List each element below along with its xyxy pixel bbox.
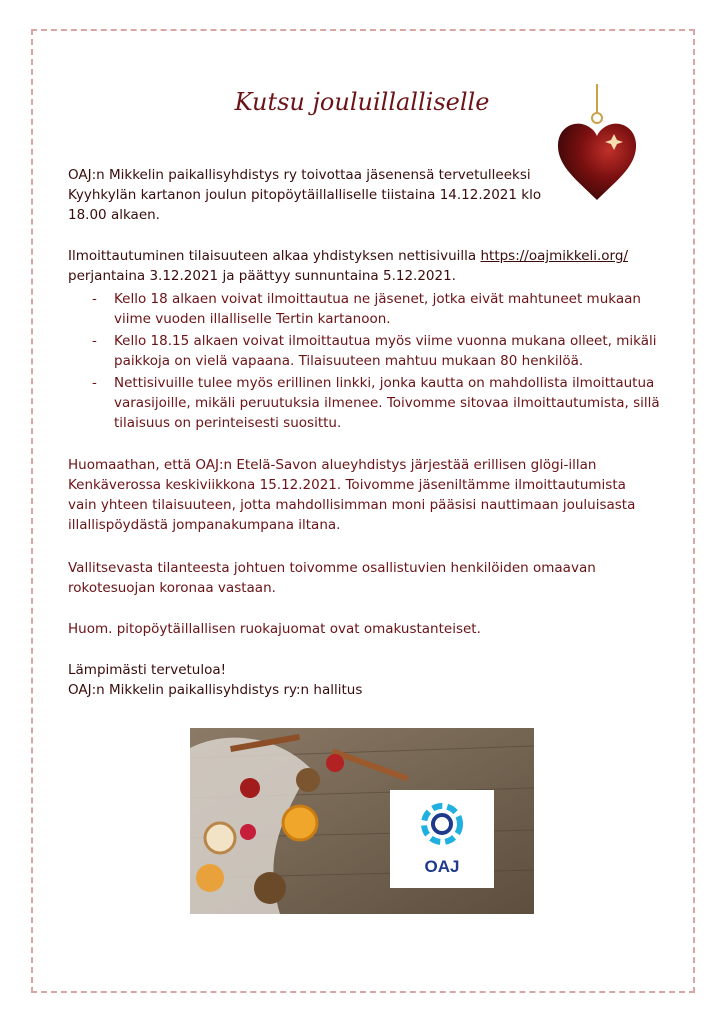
bullet-dash: - xyxy=(92,291,97,307)
drinks-note-paragraph: Huom. pitopöytäillallisen ruokajuomat ovat omakustanteiset. xyxy=(68,621,481,637)
vaccination-note-paragraph: Vallitsevasta tilanteesta johtuen toivomme osallistuvien henkilöiden omaavan rokotesuojan koronaa vastaan. xyxy=(68,560,596,596)
registration-text: Ilmoittautuminen tilaisuuteen alkaa yhdistyksen nettisivuilla xyxy=(68,248,481,264)
page-title: Kutsu jouluillalliselle xyxy=(234,88,490,116)
intro-paragraph: OAJ:n Mikkelin paikallisyhdistys ry toivottaa jäsenensä tervetulleeksi Kyyhkylän kartanon joulun pitopöytäillalliselle tiistaina 14.12.2021 klo 18.00 alkaen. xyxy=(68,167,542,223)
registration-paragraph xyxy=(68,246,658,286)
bullet-dash: - xyxy=(92,333,97,349)
bullet-dash: - xyxy=(92,375,97,391)
glogi-note-paragraph: Huomaathan, että OAJ:n Etelä-Savon alueyhdistys järjestää erillisen glögi-illan Kenkäverossa keskiviikkona 15.12.2021. Toivomme jäseniltämme ilmoittautumista vain yhteen tilaisuuteen, jotta mahdollisimman moni pääsisi nauttimaan jouluisasta illallispöydästä jompanakumpana iltana. xyxy=(68,457,636,533)
christmas-photo xyxy=(190,728,534,914)
heart-ornament-icon xyxy=(552,84,642,202)
list-item: - Kello 18.15 alkaen voivat ilmoittautua myös viime vuonna mukana olleet, mikäli paikkoja on vielä vapaana. Tilaisuuteen mahtuu mukaan 80 henkilöä. xyxy=(92,333,657,369)
closing-greeting: Lämpimästi tervetuloa! xyxy=(68,662,227,678)
oaj-logo-text: OAJ xyxy=(424,857,460,876)
closing-signature: OAJ:n Mikkelin paikallisyhdistys ry:n hallitus xyxy=(68,682,363,698)
list-item: - Kello 18 alkaen voivat ilmoittautua ne jäsenet, jotka eivät mahtuneet mukaan viime vuoden illalliselle Tertin kartanoon. xyxy=(92,291,641,327)
registration-dates: perjantaina 3.12.2021 ja päättyy sunnuntaina 5.12.2021. xyxy=(68,268,456,284)
registration-rules-list xyxy=(92,289,662,435)
list-item: - Nettisivuille tulee myös erillinen linkki, jonka kautta on mahdollista ilmoittautua varasijoille, mikäli peruutuksia ilmenee. Toivomme sitovaa ilmoittautumista, sillä tilaisuus on perinteisesti suosittu. xyxy=(92,375,660,431)
registration-link[interactable]: https://oajmikkeli.org/ xyxy=(480,248,628,264)
closing xyxy=(68,660,658,700)
